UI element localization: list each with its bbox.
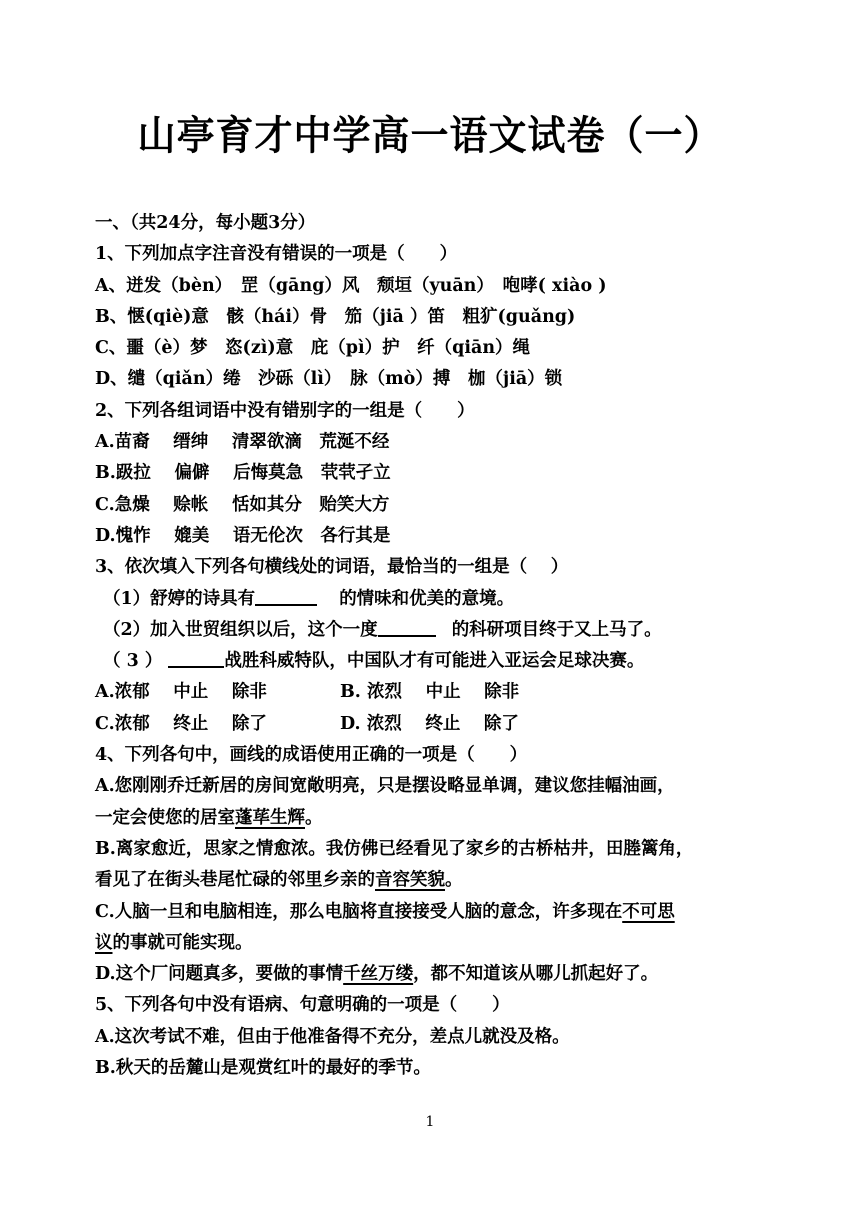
- question-4-stem: 4、下列各句中，画线的成语使用正确的一项是（ ）: [95, 745, 528, 766]
- sentence-1-text-after: 的情味和优美的意境。: [339, 588, 515, 609]
- question-3-options-cd: [95, 709, 775, 740]
- answer-blank-1[interactable]: [255, 584, 317, 606]
- question-3-sentence-1: [95, 584, 775, 615]
- question-2-option-d: D.愧怍 媲美 语无伦次 各行其是: [95, 525, 391, 546]
- option-a-text: 一定会使您的居室: [95, 807, 235, 828]
- question-4-option-a-line-1: A.您刚刚乔迁新居的房间宽敞明亮，只是摆设略显单调，建议您挂幅油画，: [95, 776, 675, 797]
- underlined-idiom-d: 千丝万缕: [343, 964, 414, 985]
- underlined-idiom-a: 蓬荜生辉: [235, 807, 305, 828]
- question-3-options-ab: [95, 677, 775, 708]
- question-1-stem: 1、下列加点字注音没有错误的一项是（ ）: [95, 244, 458, 265]
- question-5-option-a: A.这次考试不难，但由于他准备得不充分，差点儿就没及格。: [95, 1026, 570, 1047]
- question-1-option-d: D、缱（qiǎn）绻 沙砾（lì） 脉（mò）搏 枷（jiā）锁: [95, 369, 563, 390]
- option-d-text-end: ，都不知道该从哪儿抓起好了。: [413, 964, 659, 985]
- question-3-option-d: D. 浓烈 终止 除了: [340, 713, 519, 734]
- question-3-sentence-3: [95, 646, 775, 677]
- question-1-option-a: A、迸发（bèn） 罡（gāng）风 颓垣（yuān） 咆哮( xiào ): [95, 275, 607, 296]
- option-b-punct: 。: [445, 870, 463, 891]
- page-number: 1: [425, 1114, 435, 1130]
- answer-blank-3[interactable]: [168, 646, 224, 668]
- underlined-idiom-b: 音容笑貌: [375, 870, 445, 891]
- question-4-option-b-line-1: B.离家愈近，思家之情愈浓。我仿佛已经看见了家乡的古桥枯井，田塍篱角，: [95, 838, 694, 859]
- option-a-punct: 。: [305, 807, 323, 828]
- question-2-stem: 2、下列各组词语中没有错别字的一组是（ ）: [95, 400, 475, 421]
- question-4-option-b-line-2: [95, 865, 775, 896]
- question-1-option-c: C、噩（è）梦 恣(zì)意 庇（pì）护 纤（qiān）绳: [95, 338, 531, 359]
- question-3-stem: 3、依次填入下列各句横线处的词语，最恰当的一组是（ ）: [95, 557, 569, 578]
- exam-content: [95, 208, 775, 1084]
- option-c-text-end: 的事就可能实现。: [112, 932, 253, 953]
- question-3-option-b: B. 浓烈 中止 除非: [340, 682, 520, 703]
- sentence-2-text-after: 的科研项目终于又上马了。: [451, 619, 662, 640]
- question-3-sentence-2: [95, 615, 775, 646]
- question-1-option-b: B、惬(qiè)意 骸（hái）骨 笳（jiā ）笛 粗犷(guǎng): [95, 306, 576, 327]
- question-2-option-c: C.急燥 赊帐 恬如其分 贻笑大方: [95, 494, 390, 515]
- question-4-option-c-line-2: [95, 928, 775, 959]
- question-3-option-a: A.浓郁 中止 除非: [95, 682, 267, 703]
- question-2-option-b: B.趿拉 偏僻 后悔莫急 茕茕孑立: [95, 463, 391, 484]
- sentence-3-text-after: 战胜科威特队，中国队才有可能进入亚运会足球决赛。: [224, 651, 645, 672]
- question-3-option-c: C.浓郁 终止 除了: [95, 713, 267, 734]
- question-5-stem: 5、下列各句中没有语病、句意明确的一项是（ ）: [95, 995, 510, 1016]
- question-5-option-b: B.秋天的岳麓山是观赏红叶的最好的季节。: [95, 1058, 431, 1079]
- sentence-3-text-before: （ 3 ）: [103, 651, 163, 672]
- underlined-idiom-c-part-1: 不可思: [622, 901, 675, 922]
- question-2-option-a: A.苗裔 缙绅 清翠欲滴 荒涎不经: [95, 432, 390, 453]
- sentence-1-text-before: （1）舒婷的诗具有: [103, 588, 256, 609]
- question-4-option-a-line-2: [95, 803, 775, 834]
- option-d-text: D.这个厂问题真多，要做的事情: [95, 964, 344, 985]
- underlined-idiom-c-part-2: 议: [95, 932, 113, 953]
- option-b-text: 看见了在街头巷尾忙碌的邻里乡亲的: [95, 870, 375, 891]
- question-4-option-d: [95, 959, 775, 990]
- section-heading: 一、（共24分，每小题3分）: [95, 213, 316, 233]
- question-4-option-c-line-1: [95, 897, 775, 928]
- answer-blank-2[interactable]: [378, 615, 436, 637]
- option-c-text: C.人脑一旦和电脑相连，那么电脑将直接接受人脑的意念，许多现在: [95, 901, 623, 922]
- sentence-2-text-before: （2）加入世贸组织以后，这个一度: [103, 619, 378, 640]
- exam-title: 山亭育才中学高一语文试卷（一）: [137, 111, 723, 159]
